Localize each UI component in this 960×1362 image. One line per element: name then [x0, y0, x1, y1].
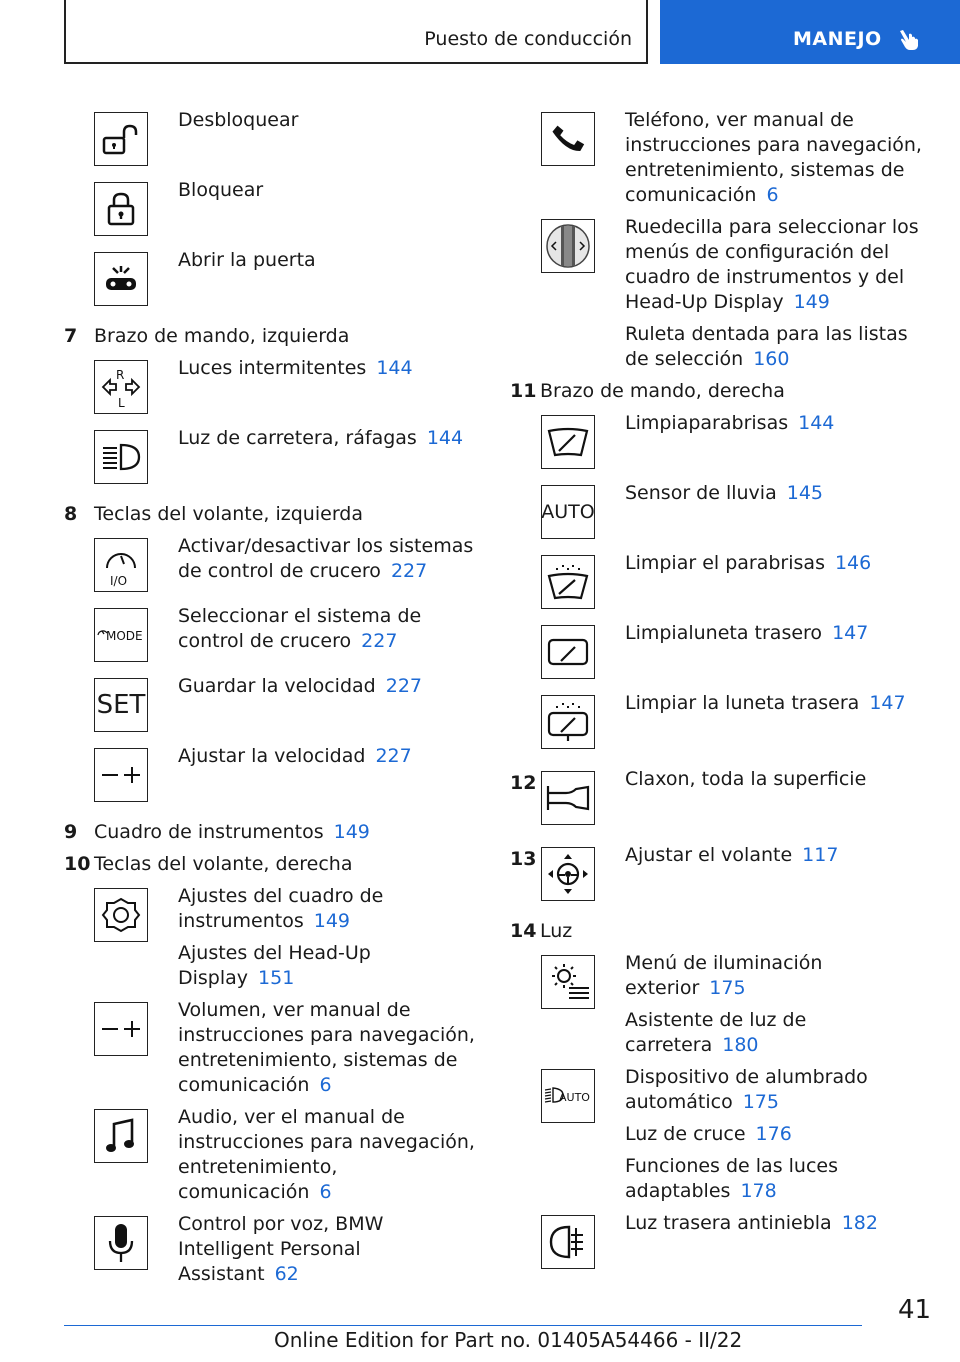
header-chapter-title: MANEJO	[793, 28, 882, 50]
section-title: Cuadro de instrumentos	[94, 821, 324, 843]
music-note-icon	[94, 1109, 148, 1163]
item-text: Menú de iluminación exterior 175	[625, 952, 823, 999]
section-number: 13	[510, 848, 537, 870]
page-ref[interactable]: 147	[832, 622, 869, 644]
svg-text:MODE: MODE	[106, 629, 143, 643]
item-text: Asistente de luz de carretera 180	[625, 1009, 807, 1056]
section-number: 8	[64, 503, 78, 525]
list-item	[510, 951, 930, 1058]
page-number: 41	[898, 1295, 932, 1325]
item-text: Luz de carretera, ráfagas 144	[178, 427, 464, 449]
item-text: Luces intermitentes 144	[178, 357, 413, 379]
page-ref[interactable]: 144	[376, 357, 413, 379]
page-ref[interactable]: 149	[313, 910, 351, 932]
item-text: Abrir la puerta	[178, 249, 316, 271]
list-item	[510, 108, 930, 208]
list-item	[510, 215, 930, 372]
page-ref[interactable]: 6	[319, 1181, 332, 1203]
list-item	[64, 108, 484, 178]
item-text: Guardar la velocidad 227	[178, 675, 422, 697]
item-text: Seleccionar el sistema de control de crucero 227	[178, 605, 422, 652]
list-item	[64, 178, 484, 248]
page-ref[interactable]: 149	[333, 821, 370, 843]
list-item	[64, 1212, 484, 1287]
page-ref[interactable]: 227	[361, 630, 398, 652]
exterior-light-icon	[541, 955, 595, 1009]
footer-edition: Online Edition for Part no. 01405A54466 - II/22	[274, 1328, 743, 1352]
page-ref[interactable]: 176	[755, 1123, 792, 1145]
header-chapter-tab	[660, 0, 960, 64]
section-number: 10	[64, 853, 91, 875]
page-ref[interactable]: 178	[740, 1180, 777, 1202]
page-ref[interactable]: 175	[742, 1091, 779, 1113]
header-section-tab	[64, 0, 648, 64]
section-13	[510, 843, 930, 913]
list-item	[64, 744, 484, 814]
section-top-left	[64, 108, 484, 318]
auto-light-icon	[541, 1069, 595, 1123]
list-item	[510, 551, 930, 621]
high-beam-icon	[94, 430, 148, 484]
right-column	[510, 108, 930, 1287]
list-item	[64, 534, 484, 604]
open-door-icon	[94, 252, 148, 306]
list-item	[64, 356, 484, 426]
page-ref[interactable]: 145	[786, 482, 823, 504]
list-item	[64, 426, 484, 496]
rear-washer-icon	[541, 695, 595, 749]
section-14	[510, 919, 930, 1281]
page-ref[interactable]: 117	[802, 844, 839, 866]
list-item	[510, 1211, 930, 1281]
item-text: Control por voz, BMW Intelligent Personal Assistant 62	[178, 1213, 384, 1285]
page-ref[interactable]: 6	[319, 1074, 332, 1096]
section-number: 9	[64, 821, 78, 843]
list-item	[510, 481, 930, 551]
item-text: Volumen, ver manual de instrucciones para navegación, entretenimiento, sistemas de comunicación 6	[178, 999, 475, 1096]
list-item	[510, 767, 930, 837]
svg-text:AUTO: AUTO	[559, 1091, 590, 1104]
microphone-icon	[94, 1216, 148, 1270]
page-ref[interactable]: 144	[426, 427, 464, 449]
section-9	[64, 820, 484, 845]
phone-icon	[541, 112, 595, 166]
section-7	[64, 324, 484, 496]
page-ref[interactable]: 146	[834, 552, 872, 574]
item-text: Audio, ver el manual de instrucciones para navegación, entretenimiento, comunicación 6	[178, 1106, 475, 1203]
item-text: Ajustes del Head-Up Display 151	[178, 942, 371, 989]
footer-divider	[64, 1325, 862, 1326]
rear-fog-icon	[541, 1215, 595, 1269]
list-item	[64, 604, 484, 674]
section-title: Teclas del volante, izquierda	[94, 503, 363, 525]
item-text: Claxon, toda la superficie	[625, 768, 867, 790]
section-title: Brazo de mando, izquierda	[94, 325, 350, 347]
cruise-onoff-icon	[94, 538, 148, 592]
unlock-icon	[94, 112, 148, 166]
section-number: 7	[64, 325, 78, 347]
list-item	[510, 621, 930, 691]
section-number: 11	[510, 380, 537, 402]
list-item	[64, 998, 484, 1098]
list-item	[64, 674, 484, 744]
svg-text:R: R	[116, 368, 125, 382]
list-item	[510, 1065, 930, 1204]
list-item	[64, 248, 484, 318]
header-section-title: Puesto de conducción	[424, 28, 632, 50]
turn-signal-icon	[94, 360, 148, 414]
page-ref[interactable]: 180	[722, 1034, 759, 1056]
list-item	[64, 884, 484, 991]
washer-icon	[541, 555, 595, 609]
section-title: Brazo de mando, derecha	[540, 380, 785, 402]
rear-wiper-icon	[541, 625, 595, 679]
section-top-right	[510, 108, 930, 372]
page-ref[interactable]: 149	[793, 291, 830, 313]
rain-sensor-icon	[541, 485, 595, 539]
item-text: Limpiar el parabrisas 146	[625, 552, 872, 574]
item-text: Ruleta dentada para las listas de selección 160	[625, 323, 908, 370]
page-ref[interactable]: 62	[274, 1263, 299, 1285]
left-column	[64, 108, 484, 1294]
page-ref[interactable]: 6	[766, 184, 779, 206]
page-ref[interactable]: 182	[841, 1212, 878, 1234]
page-ref[interactable]: 227	[390, 560, 428, 582]
item-text: Ajustar la velocidad 227	[178, 745, 412, 767]
item-text: Funciones de las luces adaptables 178	[625, 1155, 838, 1202]
settings-gear-icon	[94, 888, 148, 942]
item-text: Limpiaparabrisas 144	[625, 412, 835, 434]
svg-text:I/O: I/O	[110, 574, 128, 588]
section-number: 14	[510, 920, 537, 942]
section-title: Luz	[540, 920, 573, 942]
section-10	[64, 852, 484, 1287]
wiper-icon	[541, 415, 595, 469]
item-text: Activar/desactivar los sistemas de control de crucero 227	[178, 535, 474, 582]
volume-icon	[94, 1002, 148, 1056]
page-ref[interactable]: 175	[709, 977, 746, 999]
section-8	[64, 502, 484, 814]
page-ref[interactable]: 160	[753, 348, 790, 370]
item-text: Dispositivo de alumbrado automático 175	[625, 1066, 868, 1113]
page-ref[interactable]: 227	[385, 675, 422, 697]
minus-plus-icon	[94, 748, 148, 802]
page-ref[interactable]: 151	[258, 967, 295, 989]
list-item	[510, 411, 930, 481]
item-text: Luz de cruce 176	[625, 1123, 792, 1145]
item-text: Ruedecilla para seleccionar los menús de configuración del cuadro de instrumentos y del Head-Up Display 149	[625, 216, 919, 313]
item-text: Limpiar la luneta trasera 147	[625, 692, 906, 714]
list-item	[64, 1105, 484, 1205]
set-icon	[94, 678, 148, 732]
section-title: Teclas del volante, derecha	[94, 853, 353, 875]
item-text: Bloquear	[178, 179, 264, 201]
item-text: Teléfono, ver manual de instrucciones para navegación, entretenimiento, sistemas de comunicación 6	[625, 109, 922, 206]
horn-icon	[541, 771, 595, 825]
set-label: SET	[96, 689, 146, 720]
item-text: Ajustar el volante 117	[625, 844, 839, 866]
item-text: Limpialuneta trasero 147	[625, 622, 869, 644]
page-ref[interactable]: 147	[869, 692, 906, 714]
thumbwheel-icon	[541, 219, 595, 273]
item-text: Luz trasera antiniebla 182	[625, 1212, 878, 1234]
page-ref[interactable]: 144	[798, 412, 835, 434]
section-11	[510, 379, 930, 761]
section-number: 12	[510, 772, 537, 794]
hand-pointer-icon	[897, 26, 923, 52]
list-item	[510, 843, 930, 913]
page-ref[interactable]: 227	[375, 745, 412, 767]
list-item	[510, 691, 930, 761]
section-12	[510, 767, 930, 837]
lock-icon	[94, 182, 148, 236]
auto-label: AUTO	[541, 500, 595, 523]
item-text: Desbloquear	[178, 109, 299, 131]
item-text: Sensor de lluvia 145	[625, 482, 823, 504]
cruise-mode-icon	[94, 608, 148, 662]
svg-text:L: L	[118, 396, 125, 409]
steering-adjust-icon	[541, 847, 595, 901]
item-text: Ajustes del cuadro de instrumentos 149	[178, 885, 384, 932]
